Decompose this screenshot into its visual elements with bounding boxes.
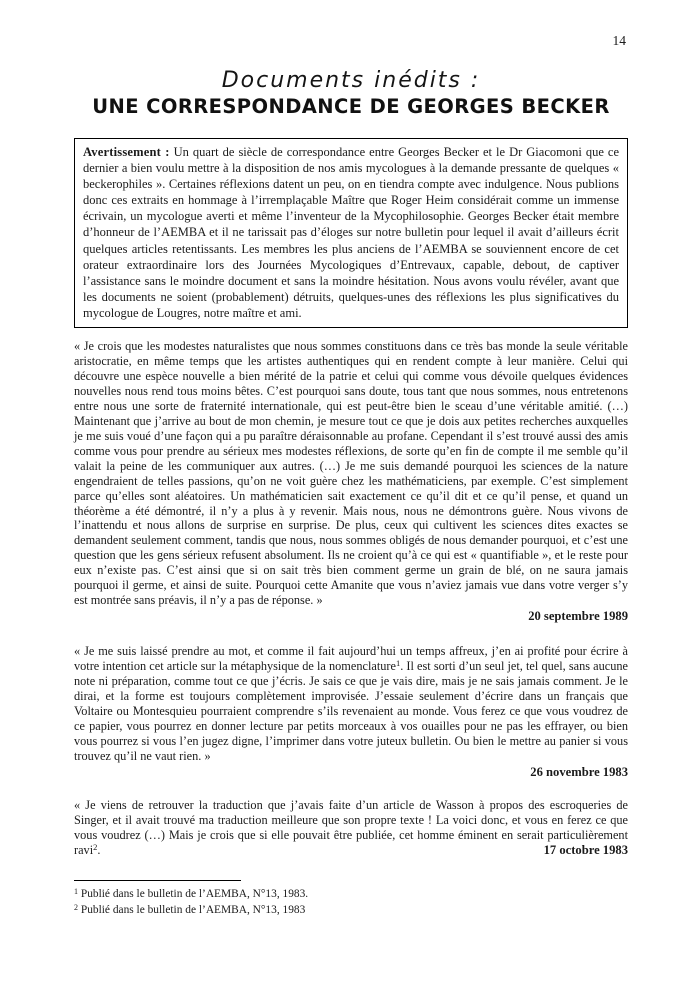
footnote-ref-2: 2 bbox=[74, 903, 78, 913]
letter-text: « Je viens de retrouver la traduction que j’avais faite d’un article de Wasson à propos des escroqueries de Singer, et il avait trouvé ma traduction meilleure que son propre texte ! La voici donc, et vous en ferez ce que vous voudrez (…) Mais je crois que si elle pouvait être publiée, cet homme éminent en serait particulièrement ravi bbox=[74, 797, 628, 857]
footnote-2 bbox=[74, 901, 628, 918]
letter-paragraph-3-block bbox=[74, 798, 628, 858]
notice-label: Avertissement : bbox=[83, 145, 170, 159]
letter-date-1: 20 septembre 1989 bbox=[528, 609, 628, 624]
footnote-marker-1: 1 bbox=[395, 658, 401, 669]
page-number: 14 bbox=[612, 33, 626, 48]
letter-paragraph-2 bbox=[74, 644, 628, 764]
letter-text: « Je me suis laissé prendre au mot, et comme il fait aujourd’hui un temps affreux, j’en ai profité pour écrire à votre intention cet article sur la métaphysique de la nomenclature bbox=[74, 644, 628, 674]
footnote-text-1: Publié dans le bulletin de l’AEMBA, N°13, 1983. bbox=[80, 887, 309, 900]
notice-box bbox=[74, 138, 628, 328]
document-title: UNE CORRESPONDANCE DE GEORGES BECKER bbox=[92, 95, 610, 118]
notice-text: Un quart de siècle de correspondance entre Georges Becker et le Dr Giacomoni que ce dernier a bien voulu mettre à la disposition de nos amis mycologues à la demande pressante de quelques « beckerophiles ». Certaines réflexions datent un peu, on en tiendra compte avec indulgence. Nous publions donc ces extraits en hommage à l’irremplaçable Maître que Roger Heim considérait comme un immense écrivain, un mycologue averti et même l’inventeur de la Mycophilosophie. Georges Becker était membre d’honneur de l’AEMBA et il ne tarissait pas d’éloges sur notre bulletin pour lequel il avait d’ailleurs écrit quelques articles retentissants. Les membres les plus anciens de l’AEMBA se souviennent encore de cet orateur extraordinaire lors des Journées Mycologiques d’Entrevaux, capable, debout, de captiver l’assistance sans le moindre document et sans la moindre hésitation. Nous avons voulu révéler, avant que les documents ne soient (probablement) détruits, quelques-unes des réflexions les plus significatives du mycologue de Lougres, notre maître et ami. bbox=[83, 145, 619, 320]
footnote-1 bbox=[74, 885, 628, 902]
footnotes bbox=[74, 885, 628, 918]
letter-text: . Il est sorti d’un seul jet, tel quel, sans aucune note ni préparation, comme tout ce que j’écris. Je sais ce que je vais dire, mais je ne sais jamais comment. Je le dirai, et la forme est toujours complètement improvisée. J’essaie seulement d’écrire dans un français que Voltaire ou Montesquieu pourraient comprendre s’ils revenaient au monde. Vous ferez ce que vous voudrez de ce papier, vous pourrez en donner lecture par petits morceaux à vos ouailles pour ne pas les effrayer, ou bien vous pourrez si vous l’en jugez digne, l’imprimer dans votre juteux bulletin. Ou bien le mettre au panier si vous trouvez qu’il ne vaut rien. » bbox=[74, 659, 628, 763]
letter-date-3: 17 octobre 1983 bbox=[543, 842, 628, 857]
footnote-ref-1: 1 bbox=[74, 886, 78, 896]
document-subtitle: Documents inédits : bbox=[221, 68, 481, 93]
document-header bbox=[74, 68, 628, 119]
letter-paragraph-1 bbox=[74, 339, 628, 608]
letter-text: « Je crois que les modestes naturalistes que nous sommes constituons dans ce très bas monde la seule véritable aristocratie, en même temps que les artistes authentiques qui en rendent compte à leur manière. Celui qui découvre une espèce nouvelle a bien mérité de la patrie et celui qui comme vous dévoile quelques évidences nouvelles nous rend tous moins bêtes. C’est pourquoi sans doute, tous tant que nous sommes, nous entretenons entre nous une sorte de fraternité internationale, qui est peut-être bien le sceau d’une véritable amitié. (…) Maintenant que j’arrive au bout de mon chemin, je mesure tout ce que je dois aux petites recherches auxquelles je me suis voué d’une façon qui a pu paraître déraisonnable au profane. Cependant il s’est trouvé aussi des amis comme vous pour prendre au sérieux mes modestes réflexions, de sorte qu’en fin de compte il me semble qu’il valait la peine de les communiquer aux autres. (…) Je me suis demandé pourquoi les sciences de la nature engendraient de telles passions, qu’on ne voit guère chez les mathématiciens, par exemple. C’est simplement parce qu’elles sont aléatoires. Un mathématicien sait exactement ce qu’il dit et ce qu’il pense, et quand un théorème a été démontré, il n’y a plus à y revenir. Mais nous, nous ne démontrons guère. Nous vivons de l’inattendu et nous allons de surprise en surprise. De plus, ceux qui cultivent les sciences dites exactes se demandent seulement comment, tandis que nous, nous sommes obligés de nous demander pourquoi, et c’est une question que les gens sérieux refusent absolument. Ils ne croient qu’à ce qui est « quantifiable », et le reste pour eux n’existe pas. C’est ainsi que si on sait très bien comment germe un grain de blé, on ne saura jamais pourquoi il germe, et ainsi de suite. Pourquoi cette Amanite que vous n’aviez jamais vue dans votre verger s’y est montrée sans préavis, il n’y a pas de réponse. » bbox=[74, 339, 628, 608]
letter-text: . bbox=[97, 842, 101, 857]
footnote-text-2: Publié dans le bulletin de l’AEMBA, N°13, 1983 bbox=[80, 904, 306, 917]
letter-date-2: 26 novembre 1983 bbox=[530, 764, 628, 779]
footnote-marker-2: 2 bbox=[93, 841, 98, 852]
footnote-rule bbox=[74, 880, 241, 881]
